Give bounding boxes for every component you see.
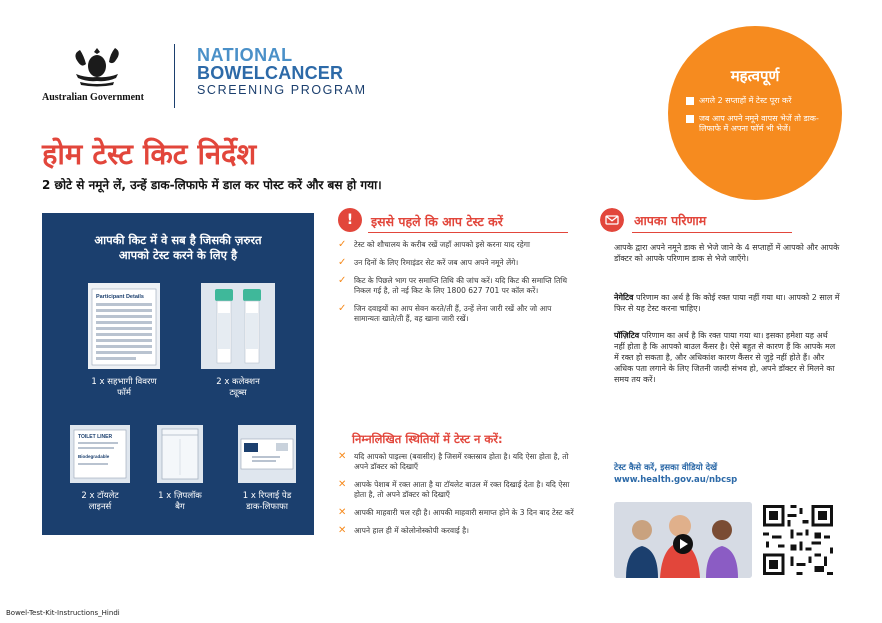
australian-government-logo	[40, 44, 155, 106]
check-icon: ✓	[338, 303, 347, 314]
list-item-text: आपके पेशाब में रक्त आता है या टॉयलेट बाउल में रक्त दिखाई देता है। यदि ऐसा होता है, तो अपने डॉक्टर को दिखाएँ	[354, 480, 570, 499]
envelope-icon	[238, 425, 296, 483]
list-item	[338, 526, 578, 536]
check-icon: ✓	[338, 257, 347, 268]
kit-item-label	[78, 377, 170, 399]
video-link[interactable]: www.health.gov.au/nbcsp	[614, 475, 738, 485]
list-item	[338, 240, 578, 250]
kit-item-label-line2: ट्यूब्स	[229, 388, 247, 398]
kit-item-liners	[60, 425, 140, 513]
page-subtitle: 2 छोटे से नमूने लें, उन्हें डाक-लिफाफे में डाल कर पोस्ट करें और बस हो गया।	[42, 178, 382, 192]
important-callout	[668, 26, 842, 200]
dont-test-list	[338, 452, 578, 544]
kit-item-label-line2: लाइनर्स	[88, 502, 112, 512]
list-item	[338, 508, 578, 518]
list-item	[338, 480, 578, 500]
negative-result-body: परिणाम का अर्थ है कि कोई रक्त पाया नहीं गया था। आपको 2 साल में फिर से यह टेस्ट करना चाहिए।	[614, 293, 840, 313]
positive-result-text	[614, 330, 840, 385]
government-name: Australian Government	[42, 92, 144, 103]
positive-word: पॉज़िटिव	[614, 331, 640, 340]
alert-icon: !	[338, 208, 362, 232]
important-item-text: अगले 2 सप्ताहों में टेस्ट पूरा करें	[699, 96, 792, 105]
kit-item-label-line1: 1 x रिप्लाई पेड	[242, 491, 292, 501]
kit-heading-line1: आपकी किट में वे सब है जिसकी ज़रुरत	[94, 233, 262, 247]
kit-contents-panel	[42, 213, 314, 535]
list-item-text: आपकी माहवारी चल रही है। आपकी माहवारी समाप्त होने के 3 दिन बाद टेस्ट करें	[354, 508, 574, 517]
qr-code	[760, 502, 836, 578]
header-divider	[174, 44, 175, 108]
ziplock-bag-icon	[157, 425, 203, 483]
list-item-text: जिन दवाइयों का आप सेवन करते/ती हैं, उन्हें लेना जारी रखें और जो आप सामान्यतः खाते/ती हैं, वह खाना जारी रखें।	[354, 304, 552, 323]
kit-item-label-line2: डाक-लिफाफा	[246, 502, 288, 512]
kit-item-label-line1: 1 x सहभागी विवरण	[91, 377, 157, 387]
mail-icon	[600, 208, 624, 232]
results-heading: आपका परिणाम	[634, 213, 707, 228]
video-people-image	[614, 502, 752, 578]
tubes-image	[201, 283, 275, 369]
heading-underline	[632, 232, 792, 233]
form-header-text: Participant Details	[96, 294, 144, 300]
kit-item-label	[60, 491, 140, 513]
coat-of-arms-icon	[68, 44, 126, 88]
before-heading: इससे पहले कि आप टेस्ट करें	[371, 214, 503, 229]
kit-item-label-line2: फॉर्म	[117, 388, 131, 398]
list-item	[338, 276, 578, 296]
liner-image	[70, 425, 130, 483]
collection-tube-icon	[201, 283, 275, 369]
list-item-text: टेस्ट को शौचालय के करीब रखें जहाँ आपको इसे करना याद रहेगा	[354, 240, 530, 249]
negative-result-text	[614, 292, 840, 314]
list-item	[338, 452, 578, 472]
kit-item-label-line1: 2 x टॉयलेट	[81, 491, 119, 501]
liner-sub-text: Biodegradable	[78, 454, 110, 459]
document-footer: Bowel-Test-Kit-Instructions_Hindi	[6, 609, 120, 617]
video-callout-text: टेस्ट कैसे करें, इसका वीडियो देखें	[614, 463, 718, 473]
important-item	[686, 96, 836, 106]
list-item-text: यदि आपको पाइल्स (बवासीर) है जिसमें रक्तस्राव होता है। यदि ऐसा होता है, तो अपने डॉक्टर को दिखाएँ	[354, 452, 569, 471]
kit-item-envelope	[222, 425, 312, 513]
kit-heading-line2: आपको टेस्ट करने के लिए है	[118, 248, 238, 262]
cross-icon: ✕	[338, 451, 347, 462]
liner-title-text: TOILET LINER	[78, 434, 113, 440]
positive-result-body: परिणाम का अर्थ है कि रक्त पाया गया था। इसका हमेशा यह अर्थ नहीं होता है कि आपको बाउल कैंसर है। ऐसे बहुत से कारण हैं कि आपके मल में रक्त हो सकता है, और अधिकांश कारण कैंसर से जुड़े नहीं होते हैं। और अधिक पता लगाने के लिए जितनी जल्दी संभव हो, अपने डॉक्टर से मिलने का समय तय करें।	[614, 331, 836, 384]
kit-item-bag	[142, 425, 218, 513]
program-logo	[197, 46, 367, 98]
video-thumbnail[interactable]	[614, 502, 752, 578]
list-item	[338, 304, 578, 324]
form-image	[88, 283, 160, 369]
check-icon: ✓	[338, 239, 347, 250]
kit-item-label-line2: बैग	[175, 502, 185, 512]
toilet-liner-icon	[70, 425, 130, 483]
checkbox-square-icon	[686, 115, 694, 123]
envelope-image	[238, 425, 296, 483]
kit-item-label-line1: 1 x ज़िपलॉक	[158, 491, 202, 501]
kit-heading	[42, 233, 314, 263]
bag-image	[157, 425, 203, 483]
list-item	[338, 258, 578, 268]
program-name-line2: BOWELCANCER	[197, 63, 344, 83]
kit-item-form	[78, 283, 170, 399]
check-icon: ✓	[338, 275, 347, 286]
heading-underline	[368, 232, 568, 233]
negative-word: नेगेटिव	[614, 293, 634, 302]
cross-icon: ✕	[338, 507, 347, 518]
kit-item-label	[142, 491, 218, 513]
form-icon	[88, 283, 160, 369]
kit-item-label	[192, 377, 284, 399]
checkbox-square-icon	[686, 97, 694, 105]
list-item-text: उन दिनों के लिए रिमाइंडर सेट करें जब आप अपने नमूने लेंगे।	[354, 258, 519, 267]
cross-icon: ✕	[338, 525, 347, 536]
results-intro: आपके द्वारा अपने नमूने डाक से भेजे जाने के 4 सप्ताहों में आपको और आपके डॉक्टर को आपके परिणाम डाक से भेजे जाएँगे।	[614, 243, 840, 263]
cross-icon: ✕	[338, 479, 347, 490]
program-name-line1: NATIONAL	[197, 45, 293, 65]
list-item-text: किट के पिछले भाग पर समाप्ति तिथि की जांच करें। यदि किट की समाप्ति तिथि निकल गई है, तो नई किट के लिए 1800 627 701 पर कॉल करें।	[354, 276, 567, 295]
list-item-text: आपने हाल ही में कोलोनोस्कोपी करवाई है।	[354, 526, 469, 535]
kit-item-label	[222, 491, 312, 513]
program-name-line3: SCREENING PROGRAM	[197, 83, 367, 97]
important-title: महत्वपूर्ण	[730, 67, 780, 85]
kit-item-label-line1: 2 x कलेक्शन	[216, 377, 260, 387]
video-callout	[614, 462, 737, 486]
dont-test-heading: निम्नलिखित स्थितियों में टेस्ट न करें:	[352, 432, 503, 446]
important-item-text: जब आप अपने नमूने वापस भेजें तो डाक-लिफाफे में अपना फॉर्म भी भेजें।	[699, 114, 819, 133]
important-item	[686, 114, 836, 134]
before-list	[338, 240, 578, 332]
page-title: होम टेस्ट किट निर्देश	[42, 137, 257, 171]
kit-item-tubes	[192, 283, 284, 399]
